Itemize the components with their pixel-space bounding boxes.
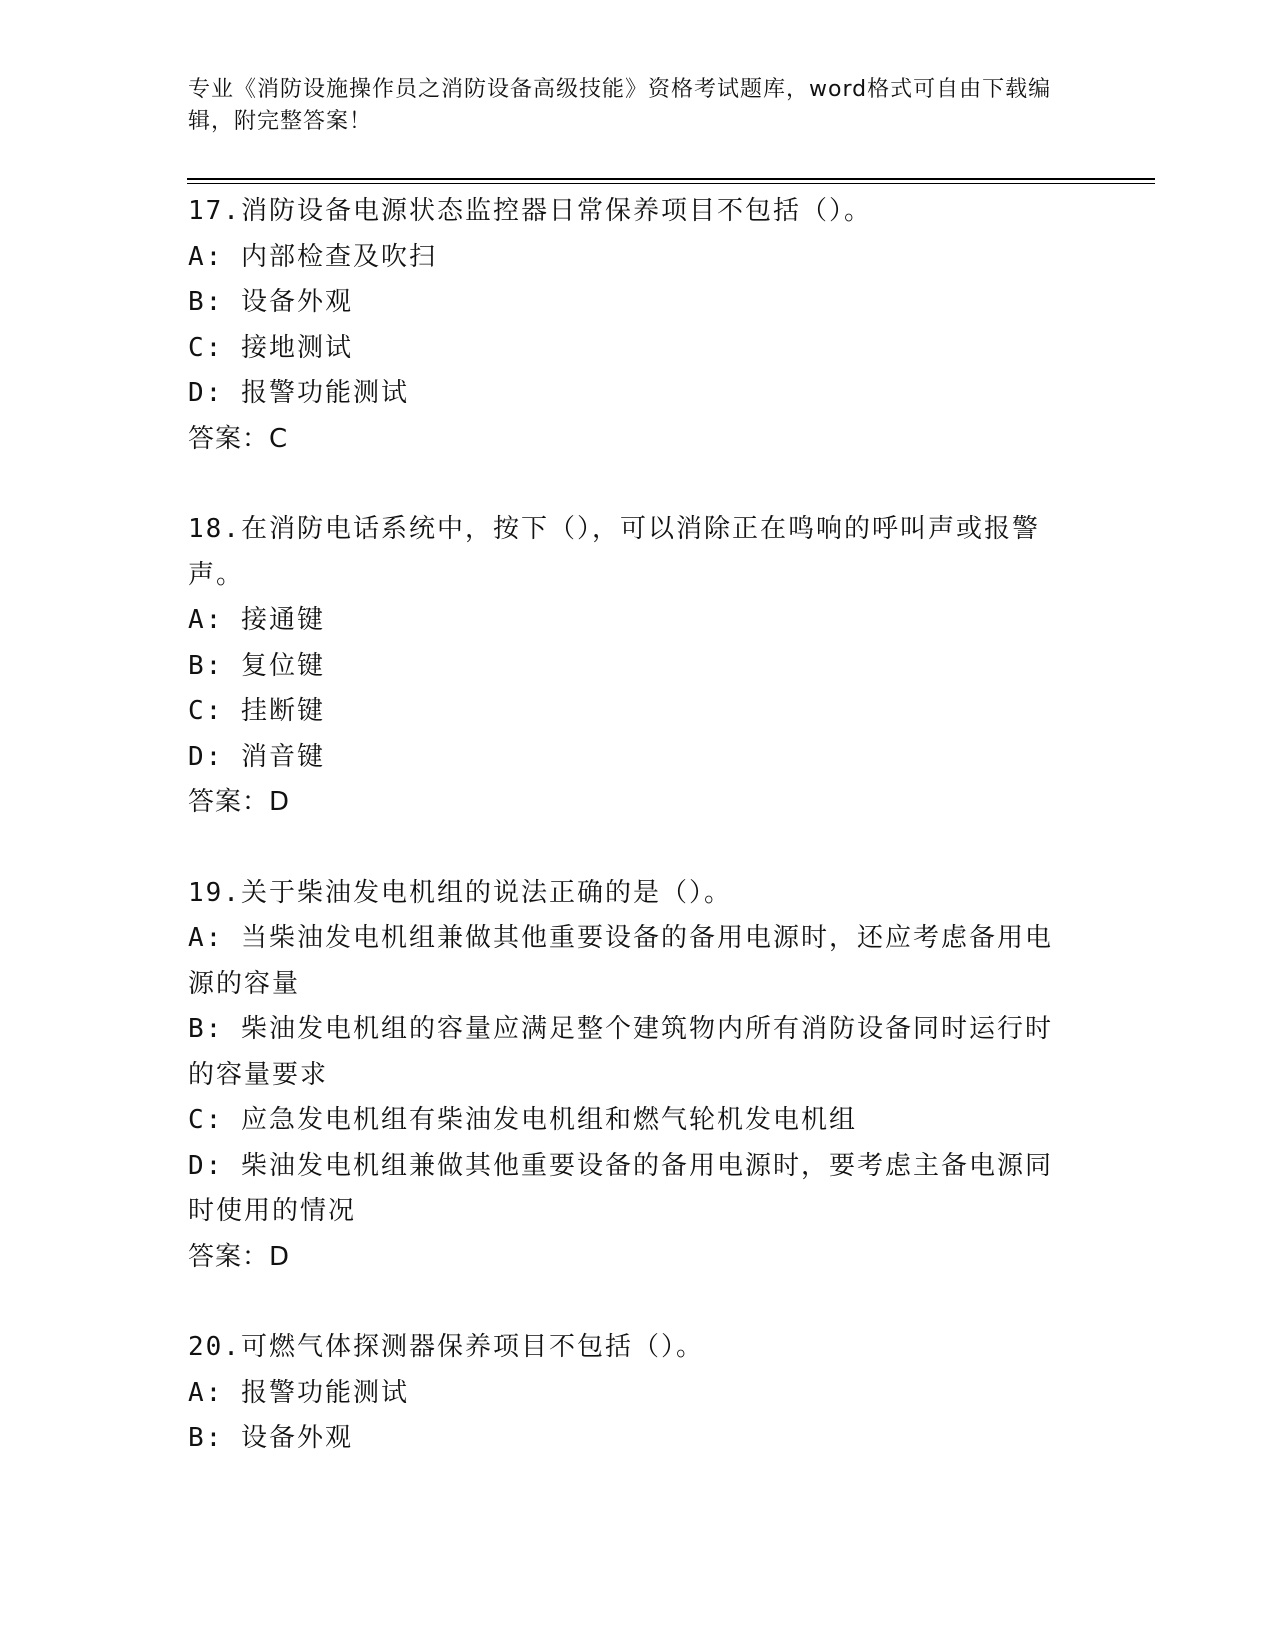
question-stem: 20.可燃气体探测器保养项目不包括（）。 bbox=[188, 1332, 704, 1362]
option-key: A: bbox=[188, 923, 224, 953]
option-text: 内部检查及吹扫 bbox=[240, 241, 437, 272]
header-divider-thick bbox=[187, 178, 1155, 180]
option-key: D: bbox=[188, 378, 224, 408]
question-list bbox=[188, 189, 1078, 1462]
option-key: B: bbox=[188, 287, 224, 317]
option-key: A: bbox=[188, 1377, 224, 1408]
option-b bbox=[188, 644, 1078, 690]
option-key: B: bbox=[188, 650, 224, 681]
option-key: C: bbox=[188, 1105, 224, 1135]
option-key: A: bbox=[188, 605, 224, 635]
option-a bbox=[188, 598, 1078, 644]
option-key: B: bbox=[188, 1014, 224, 1044]
answer-line: 答案：D bbox=[188, 787, 291, 817]
option-a bbox=[188, 1371, 1078, 1417]
option-d bbox=[188, 735, 1078, 781]
question-17 bbox=[188, 189, 1078, 462]
option-b bbox=[188, 1416, 1078, 1462]
question-stem: 18.在消防电话系统中，按下（），可以消除正在鸣响的呼叫声或报警声。 bbox=[188, 514, 1040, 590]
answer-line: 答案：C bbox=[188, 423, 289, 454]
option-text: 报警功能测试 bbox=[240, 378, 409, 408]
option-a bbox=[188, 235, 1078, 281]
question-stem: 19.关于柴油发电机组的说法正确的是（）。 bbox=[188, 877, 732, 908]
option-text: 消音键 bbox=[240, 741, 325, 772]
option-a bbox=[188, 916, 1078, 1007]
option-key: B: bbox=[188, 1423, 224, 1453]
document-header: 专业《消防设施操作员之消防设备高级技能》资格考试题库，word格式可自由下载编辑，附完整答案！ bbox=[188, 77, 1052, 134]
option-text: 接通键 bbox=[240, 605, 325, 635]
option-c bbox=[188, 326, 1078, 372]
option-text: 应急发电机组有柴油发电机组和燃气轮机发电机组 bbox=[240, 1105, 857, 1135]
option-b bbox=[188, 280, 1078, 326]
option-text: 设备外观 bbox=[240, 287, 353, 317]
option-c bbox=[188, 1098, 1078, 1144]
option-text: 接地测试 bbox=[240, 332, 353, 363]
option-text: 复位键 bbox=[240, 650, 325, 681]
option-text: 柴油发电机组兼做其他重要设备的备用电源时，要考虑主备电源同时使用的情况 bbox=[188, 1150, 1053, 1226]
question-20 bbox=[188, 1325, 1078, 1462]
option-d bbox=[188, 1144, 1078, 1235]
option-text: 当柴油发电机组兼做其他重要设备的备用电源时，还应考虑备用电源的容量 bbox=[188, 923, 1053, 999]
option-key: D: bbox=[188, 1150, 224, 1181]
option-text: 设备外观 bbox=[240, 1423, 353, 1453]
option-text: 柴油发电机组的容量应满足整个建筑物内所有消防设备同时运行时的容量要求 bbox=[188, 1014, 1053, 1090]
option-key: D: bbox=[188, 741, 224, 772]
question-stem: 17.消防设备电源状态监控器日常保养项目不包括（）。 bbox=[188, 196, 872, 226]
option-key: C: bbox=[188, 332, 224, 363]
option-d bbox=[188, 371, 1078, 417]
option-text: 挂断键 bbox=[240, 696, 325, 726]
option-key: A: bbox=[188, 241, 224, 272]
header-divider-thin bbox=[187, 183, 1155, 184]
answer-line: 答案：D bbox=[188, 1241, 291, 1272]
question-18 bbox=[188, 507, 1078, 826]
question-19 bbox=[188, 871, 1078, 1281]
option-b bbox=[188, 1007, 1078, 1098]
option-c bbox=[188, 689, 1078, 735]
option-key: C: bbox=[188, 696, 224, 726]
option-text: 报警功能测试 bbox=[240, 1377, 409, 1408]
